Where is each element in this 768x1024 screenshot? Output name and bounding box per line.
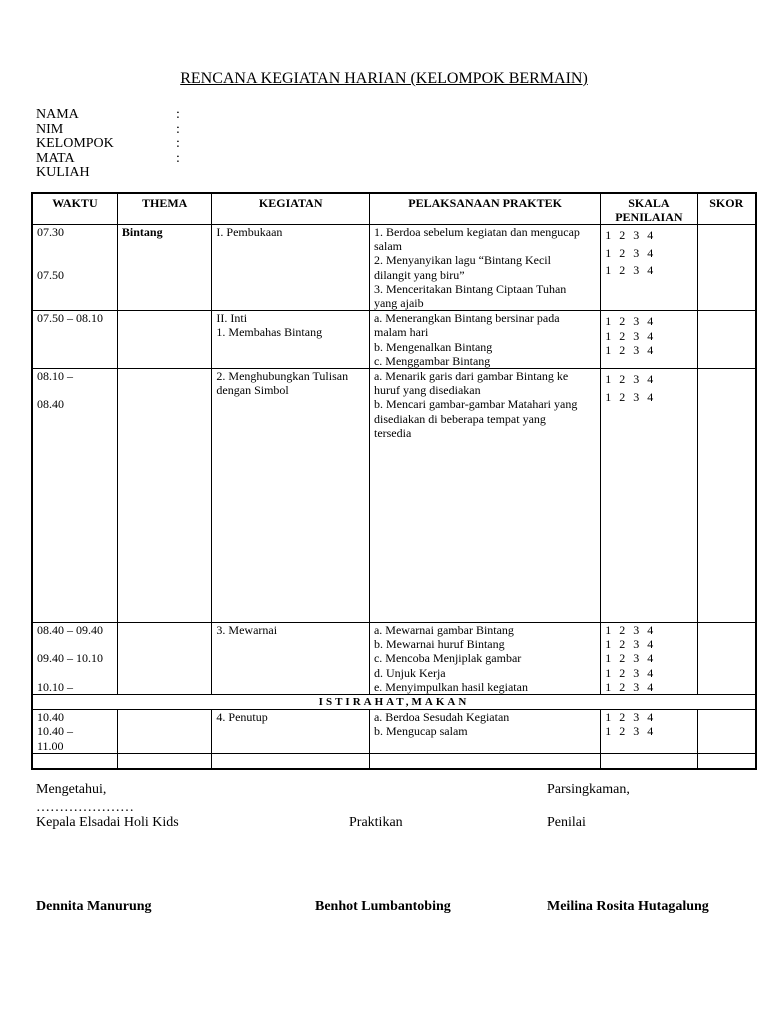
skor-cell <box>697 311 756 369</box>
skala-cell <box>601 710 697 754</box>
rating-scale-line <box>605 246 661 260</box>
empty-cell <box>369 754 600 769</box>
rating-option: 3 <box>633 665 640 680</box>
pelaksanaan-cell-line: malam hari <box>373 325 429 340</box>
info-colon: : <box>176 107 180 122</box>
rating-option: 1 <box>605 724 612 739</box>
pelaksanaan-cell-line: dilangit yang biru” <box>373 267 465 282</box>
rating-option: 2 <box>619 372 626 387</box>
rating-option: 4 <box>647 637 654 652</box>
empty-cell <box>212 754 370 769</box>
pelaksanaan-cell-line: b. Mewarnai huruf Bintang <box>373 637 505 652</box>
kegiatan-cell-line: dengan Simbol <box>216 383 289 398</box>
waktu-cell-line: 07.30 <box>37 225 64 239</box>
rating-option: 3 <box>633 724 640 739</box>
rating-scale-line <box>605 710 661 724</box>
pelaksanaan-cell-line: huruf yang disediakan <box>373 383 481 398</box>
table-row <box>32 311 756 369</box>
rating-option: 1 <box>605 665 612 680</box>
pelaksanaan-cell-line: a. Berdoa Sesudah Kegiatan <box>373 710 510 725</box>
rating-option: 1 <box>605 637 612 652</box>
waktu-cell-line <box>37 239 113 253</box>
rating-option: 4 <box>647 262 654 277</box>
rating-option: 2 <box>619 328 626 343</box>
header-kegiatan: KEGIATAN <box>212 193 370 225</box>
skala-cell <box>601 369 697 623</box>
thema-cell: Bintang <box>117 225 212 311</box>
rating-scale-line <box>605 390 661 404</box>
activity-plan-table <box>31 192 757 770</box>
skor-cell <box>697 623 756 695</box>
rating-scale-line <box>605 680 661 694</box>
rating-option: 2 <box>619 651 626 666</box>
rating-option: 3 <box>633 372 640 387</box>
rating-option: 2 <box>619 637 626 652</box>
info-label: KELOMPOK <box>36 136 114 151</box>
istirahat-label: ISTIRAHAT,MAKAN <box>32 695 756 710</box>
skala-cell <box>601 225 697 311</box>
thema-cell <box>117 710 212 754</box>
info-label: NAMA <box>36 107 79 122</box>
thema-cell <box>117 369 212 623</box>
waktu-cell-line <box>37 253 113 267</box>
pelaksanaan-cell-line: 2. Menyanyikan lagu “Bintang Kecil <box>373 253 551 268</box>
rating-option: 2 <box>619 342 626 357</box>
table-row <box>32 369 756 623</box>
rating-scale-line <box>605 263 661 277</box>
waktu-cell-line: 10.10 – <box>37 679 73 694</box>
rating-option: 1 <box>605 710 612 725</box>
rating-option: 3 <box>633 245 640 260</box>
skor-cell <box>697 225 756 311</box>
header-skor: SKOR <box>697 193 756 225</box>
rating-option: 4 <box>647 328 654 343</box>
praktikan-label: Praktikan <box>349 815 403 830</box>
pelaksanaan-cell <box>369 311 600 369</box>
rating-option: 4 <box>647 679 654 694</box>
skor-cell <box>697 710 756 754</box>
signature-dots: ………………… <box>36 800 134 815</box>
kepala-label: Kepala Elsadai Holi Kids <box>36 815 179 830</box>
info-label: NIM <box>36 121 64 137</box>
rating-option: 2 <box>619 665 626 680</box>
empty-row <box>32 754 756 769</box>
rating-option: 1 <box>605 245 612 260</box>
header-waktu: WAKTU <box>32 193 117 225</box>
skor-cell <box>697 369 756 623</box>
rating-option: 4 <box>647 651 654 666</box>
empty-cell <box>32 754 117 769</box>
kegiatan-cell-line: I. Pembukaan <box>216 225 283 239</box>
pelaksanaan-cell <box>369 623 600 695</box>
header-pelaksanaan: PELAKSANAAN PRAKTEK <box>369 193 600 225</box>
table-header-row <box>32 193 756 225</box>
waktu-cell-line: 10.40 <box>37 710 64 725</box>
rating-option: 3 <box>633 262 640 277</box>
rating-option: 2 <box>619 228 626 243</box>
rating-scale-line <box>605 329 661 343</box>
waktu-cell-line <box>37 637 113 651</box>
info-label: MATA KULIAH <box>36 150 90 180</box>
rating-option: 4 <box>647 623 654 638</box>
rating-option: 1 <box>605 679 612 694</box>
rating-option: 3 <box>633 637 640 652</box>
info-colon: : <box>176 121 180 137</box>
rating-option: 2 <box>619 314 626 329</box>
pelaksanaan-cell-line: disediakan di beberapa tempat yang <box>373 411 546 426</box>
rating-scale-line <box>605 651 661 665</box>
signature-praktikan: Benhot Lumbantobing <box>315 899 451 914</box>
kegiatan-cell <box>212 369 370 623</box>
waktu-cell-line: 08.40 – 09.40 <box>37 623 103 638</box>
rating-option: 2 <box>619 679 626 694</box>
rating-option: 2 <box>619 262 626 277</box>
pelaksanaan-cell-line: b. Mengenalkan Bintang <box>373 339 493 354</box>
waktu-cell <box>32 369 117 623</box>
pelaksanaan-cell <box>369 710 600 754</box>
rating-scale-line <box>605 724 661 738</box>
rating-option: 2 <box>619 623 626 638</box>
pelaksanaan-cell-line: salam <box>373 239 402 254</box>
thema-cell <box>117 311 212 369</box>
rating-option: 3 <box>633 679 640 694</box>
table-row <box>32 623 756 695</box>
waktu-cell-line: 09.40 – 10.10 <box>37 651 103 666</box>
pelaksanaan-cell-line: tersedia <box>373 425 412 440</box>
waktu-cell-line <box>37 383 113 397</box>
pelaksanaan-cell-line: b. Mencari gambar-gambar Matahari yang <box>373 397 578 412</box>
kegiatan-cell-line: 4. Penutup <box>216 710 268 725</box>
pelaksanaan-cell-line: yang ajaib <box>373 296 424 311</box>
rating-scale-line <box>605 637 661 651</box>
rating-option: 3 <box>633 228 640 243</box>
rating-option: 4 <box>647 724 654 739</box>
rating-option: 4 <box>647 228 654 243</box>
rating-option: 1 <box>605 623 612 638</box>
mengetahui-label: Mengetahui, <box>36 782 107 797</box>
rating-option: 1 <box>605 314 612 329</box>
waktu-cell-line: 11.00 <box>37 738 64 753</box>
rating-option: 2 <box>619 389 626 404</box>
rating-option: 4 <box>647 389 654 404</box>
pelaksanaan-cell-line: a. Menerangkan Bintang bersinar pada <box>373 311 560 326</box>
pelaksanaan-cell-line: c. Mencoba Menjiplak gambar <box>373 651 522 666</box>
waktu-cell <box>32 311 117 369</box>
rating-option: 3 <box>633 651 640 666</box>
document-title: RENCANA KEGIATAN HARIAN (KELOMPOK BERMAIN) <box>180 70 588 87</box>
rating-option: 2 <box>619 710 626 725</box>
kegiatan-cell-line: 3. Mewarnai <box>216 623 278 638</box>
rating-option: 2 <box>619 245 626 260</box>
empty-cell <box>601 754 697 769</box>
header-thema: THEMA <box>117 193 212 225</box>
waktu-cell-line: 10.40 – <box>37 724 73 739</box>
kegiatan-cell <box>212 710 370 754</box>
kegiatan-cell <box>212 311 370 369</box>
waktu-cell-line: 08.40 <box>37 397 64 412</box>
rating-option: 1 <box>605 342 612 357</box>
rating-option: 4 <box>647 372 654 387</box>
istirahat-row <box>32 695 756 710</box>
pelaksanaan-cell-line: e. Menyimpulkan hasil kegiatan <box>373 679 528 694</box>
rating-option: 4 <box>647 314 654 329</box>
waktu-cell-line <box>37 282 113 296</box>
pelaksanaan-cell-line: a. Mewarnai gambar Bintang <box>373 623 514 638</box>
signature-penilai: Meilina Rosita Hutagalung <box>547 899 709 914</box>
empty-cell <box>697 754 756 769</box>
waktu-cell <box>32 225 117 311</box>
table-row <box>32 710 756 754</box>
rating-option: 1 <box>605 372 612 387</box>
rating-option: 4 <box>647 665 654 680</box>
kegiatan-cell-line: 2. Menghubungkan Tulisan <box>216 369 349 384</box>
rating-option: 3 <box>633 314 640 329</box>
kegiatan-cell-line: II. Inti <box>216 311 248 326</box>
penilai-label: Penilai <box>547 815 586 830</box>
pelaksanaan-cell-line: d. Unjuk Kerja <box>373 665 446 680</box>
rating-option: 2 <box>619 724 626 739</box>
info-colon: : <box>176 150 180 166</box>
pelaksanaan-cell-line: a. Menarik garis dari gambar Bintang ke <box>373 369 569 384</box>
info-colon: : <box>176 136 180 151</box>
kegiatan-cell-line: 1. Membahas Bintang <box>216 325 323 340</box>
rating-option: 1 <box>605 651 612 666</box>
waktu-cell-line: 08.10 – <box>37 369 73 384</box>
rating-option: 4 <box>647 245 654 260</box>
rating-option: 1 <box>605 389 612 404</box>
rating-scale-line <box>605 314 661 328</box>
rating-scale-line <box>605 228 661 242</box>
table-body <box>32 225 756 769</box>
kegiatan-cell <box>212 623 370 695</box>
waktu-cell-line <box>37 666 113 680</box>
waktu-cell-line: 07.50 – 08.10 <box>37 311 103 326</box>
pelaksanaan-cell-line: c. Menggambar Bintang <box>373 353 491 368</box>
waktu-cell <box>32 623 117 695</box>
rating-option: 3 <box>633 623 640 638</box>
rating-option: 4 <box>647 342 654 357</box>
thema-cell <box>117 623 212 695</box>
rating-option: 3 <box>633 328 640 343</box>
skala-cell <box>601 623 697 695</box>
skala-cell <box>601 311 697 369</box>
pelaksanaan-cell <box>369 225 600 311</box>
rating-scale-line <box>605 372 661 386</box>
empty-cell <box>117 754 212 769</box>
waktu-cell <box>32 710 117 754</box>
pelaksanaan-cell <box>369 369 600 623</box>
table-row <box>32 225 756 311</box>
rating-option: 1 <box>605 328 612 343</box>
rating-scale-line <box>605 623 661 637</box>
rating-option: 3 <box>633 710 640 725</box>
kegiatan-cell <box>212 225 370 311</box>
waktu-cell-line: 07.50 <box>37 267 64 282</box>
place-label: Parsingkaman, <box>547 782 630 797</box>
rating-option: 1 <box>605 228 612 243</box>
rating-option: 3 <box>633 389 640 404</box>
pelaksanaan-cell-line: 3. Menceritakan Bintang Ciptaan Tuhan <box>373 281 567 296</box>
header-skala: SKALA PENILAIAN <box>601 193 697 225</box>
rating-scale-line <box>605 666 661 680</box>
rating-option: 1 <box>605 262 612 277</box>
rating-scale-line <box>605 343 661 357</box>
rating-option: 4 <box>647 710 654 725</box>
signature-kepala: Dennita Manurung <box>36 899 152 914</box>
pelaksanaan-cell-line: 1. Berdoa sebelum kegiatan dan mengucap <box>373 225 580 239</box>
rating-option: 3 <box>633 342 640 357</box>
pelaksanaan-cell-line: b. Mengucap salam <box>373 724 468 739</box>
